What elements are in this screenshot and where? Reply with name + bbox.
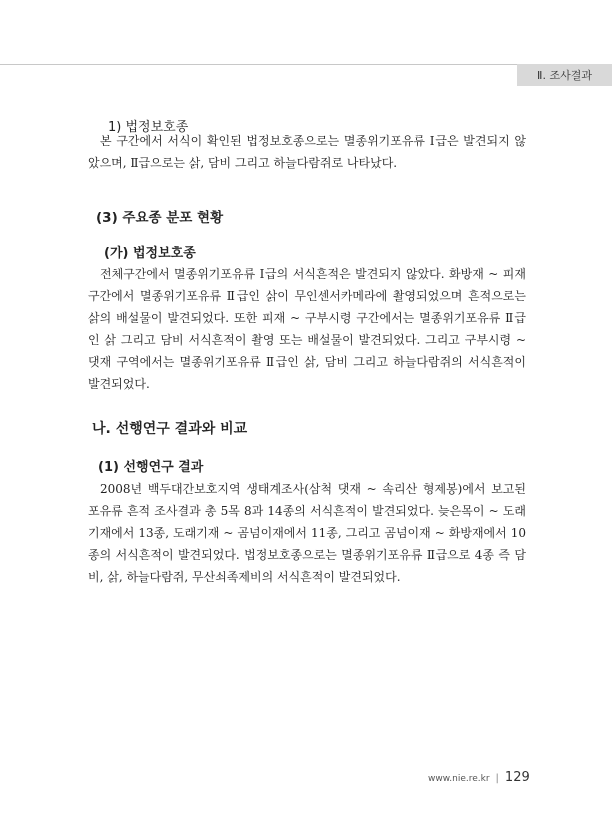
section-legal-species-title: 1) 법정보호종 [108,120,189,135]
section-distribution-title: (3) 주요종 분포 현황 [96,210,224,226]
page-footer [428,770,530,785]
subsection-prior-study-title: (1) 선행연구 결과 [98,460,204,475]
chapter-tab [517,64,612,86]
section-legal-species-body: 본 구간에서 서식이 확인된 법정보호종으로는 멸종위기포유류 Ⅰ급은 발견되지 않았으며, Ⅱ급으로는 삵, 담비 그리고 하늘다람쥐로 나타났다. [88,134,526,170]
footer-separator: | [495,773,499,784]
chapter-title: Ⅱ. 조사결과 [537,69,592,82]
page-number: 129 [504,770,530,785]
footer-url: www.nie.re.kr [428,774,490,784]
subsection-legal-species-title: (가) 법정보호종 [104,246,196,261]
subsection-legal-species-body: 전체구간에서 멸종위기포유류 Ⅰ급의 서식흔적은 발견되지 않았다. 화방재 ~ 피재 구간에서 멸종위기포유류 Ⅱ급인 삵이 무인센서카메라에 촬영되었으며 흔적으로는 삵의 배설물이 발견되었다. 또한 피재 ~ 구부시령 구간에서는 멸종위기포유류 Ⅱ급인 삵 그리고 담비 서식흔적이 촬영 또는 배설물이 발견되었다. 그리고 구부시령 ~ 댓재 구역에서는 멸종위기포유류 Ⅱ급인 삵, 담비 그리고 하늘다람쥐의 서식흔적이 발견되었다. [88,267,526,391]
subsection-prior-study-body: 2008년 백두대간보호지역 생태계조사(삼척 댓재 ~ 속리산 형제봉)에서 보고된 포유류 흔적 조사결과 총 5목 8과 14종의 서식흔적이 발견되었다. 늦은목이 ~ 도래기재에서 13종, 도래기재 ~ 곰넘이재에서 11종, 그리고 곰넘이재 ~ 화방재에서 10종의 서식흔적이 발견되었다. 법정보호종으로는 멸종위기포유류 Ⅱ급으로 4종 즉 담비, 삵, 하늘다람쥐, 무산쇠족제비의 서식흔적이 발견되었다. [88,482,526,584]
section-prior-study-title: 나. 선행연구 결과와 비교 [92,421,248,437]
